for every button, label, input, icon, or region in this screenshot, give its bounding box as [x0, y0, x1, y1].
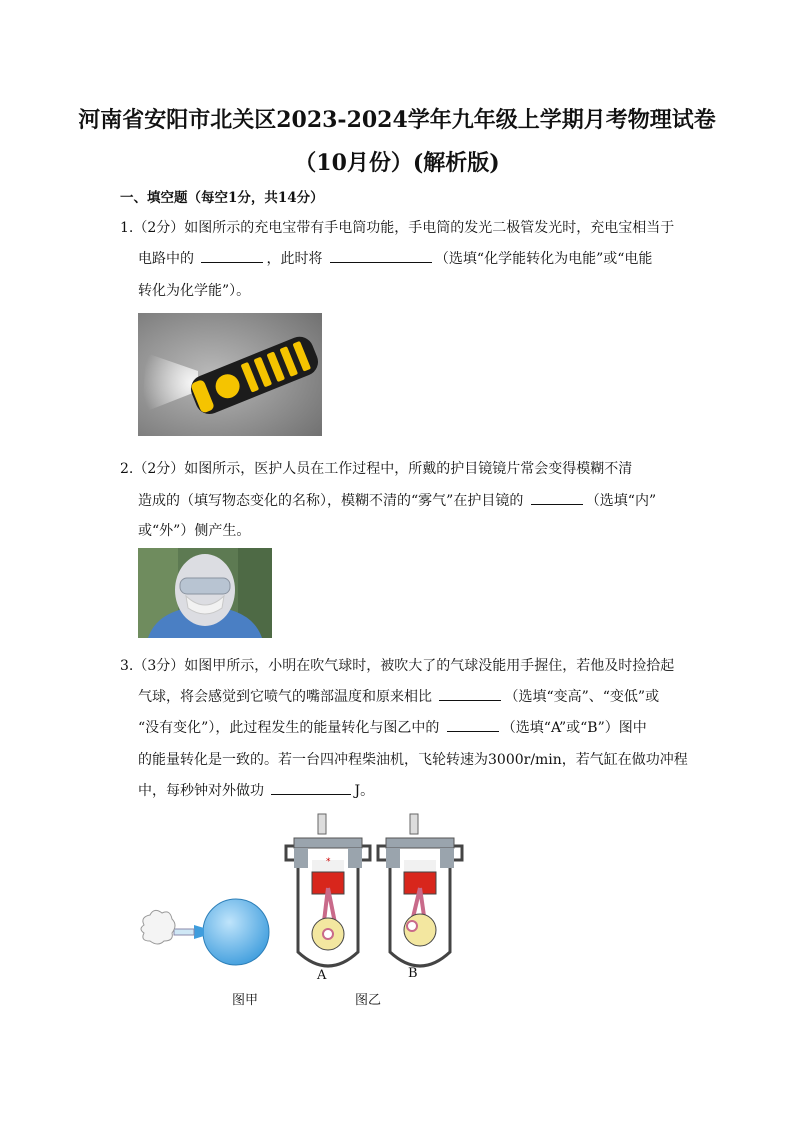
q1-line2: [138, 248, 652, 268]
q3-line2: [138, 686, 659, 706]
q1-blank-2[interactable]: [330, 248, 432, 263]
q3-line5: [138, 780, 374, 800]
q3-text-a: 气球，将会感觉到它喷气的嘴部温度和原来相比: [138, 689, 432, 705]
q3-blank-1[interactable]: [439, 686, 501, 701]
section-heading: 一、填空题（每空1分，共14分）: [120, 190, 324, 206]
figure-yi-caption: 图乙: [355, 993, 382, 1008]
q3-line4: 的能量转化是一致的。若一台四冲程柴油机，飞轮转速为3000r/min，若气缸在做功冲程: [138, 752, 688, 768]
document-title-line2: （10月份）(解析版): [294, 150, 500, 176]
engine-a-label: A: [317, 968, 327, 983]
q2-blank-1[interactable]: [531, 490, 583, 505]
figure-jia-caption: 图甲: [232, 993, 259, 1008]
q3-blank-3[interactable]: [271, 780, 351, 795]
balloon-figure: [138, 895, 273, 970]
medical-worker-goggles-image: [138, 548, 272, 638]
q2-line3: 或“外”）侧产生。: [138, 523, 251, 539]
q1-text-a: 电路中的: [138, 251, 194, 267]
q3-text-d: （选填“A”或“B”）图中: [501, 720, 647, 736]
q2-text-b: （选填“内”: [585, 493, 657, 509]
q3-text-b: （选填“变高”、“变低”或: [504, 689, 660, 705]
q3-text-e: 中，每秒钟对外做功: [138, 783, 264, 799]
document-title-line1: 河南省安阳市北关区2023-2024学年九年级上学期月考物理试卷: [78, 107, 716, 133]
svg-text:*: *: [326, 857, 331, 867]
q2-line2: [138, 490, 656, 510]
q1-text-b: ，此时将: [266, 251, 323, 267]
q3-line1: 3.（3分）如图甲所示，小明在吹气球时，被吹大了的气球没能用手握住，若他及时捡拾起: [120, 658, 675, 674]
power-bank-flashlight-image: [138, 313, 322, 436]
q1-text-c: （选填“化学能转化为电能”或“电能: [434, 251, 653, 267]
q2-text-a: 造成的（填写物态变化的名称），模糊不清的“雾气”在护目镜的: [138, 493, 524, 509]
q1-line3: 转化为化学能”）。: [138, 283, 251, 299]
engine-a-diagram: [280, 812, 376, 980]
engine-b-label: B: [408, 966, 418, 981]
q1-blank-1[interactable]: [201, 248, 263, 263]
q3-line3: [138, 717, 647, 737]
q2-line1: 2.（2分）如图所示，医护人员在工作过程中，所戴的护目镜镜片常会变得模糊不清: [120, 461, 633, 477]
q3-text-f: J。: [354, 783, 375, 799]
engine-b-diagram: [372, 812, 468, 980]
q3-blank-2[interactable]: [447, 717, 499, 732]
q1-line1: 1.（2分）如图所示的充电宝带有手电筒功能，手电筒的发光二极管发光时，充电宝相当于: [120, 220, 675, 236]
q3-text-c: “没有变化”），此过程发生的能量转化与图乙中的: [138, 720, 440, 736]
